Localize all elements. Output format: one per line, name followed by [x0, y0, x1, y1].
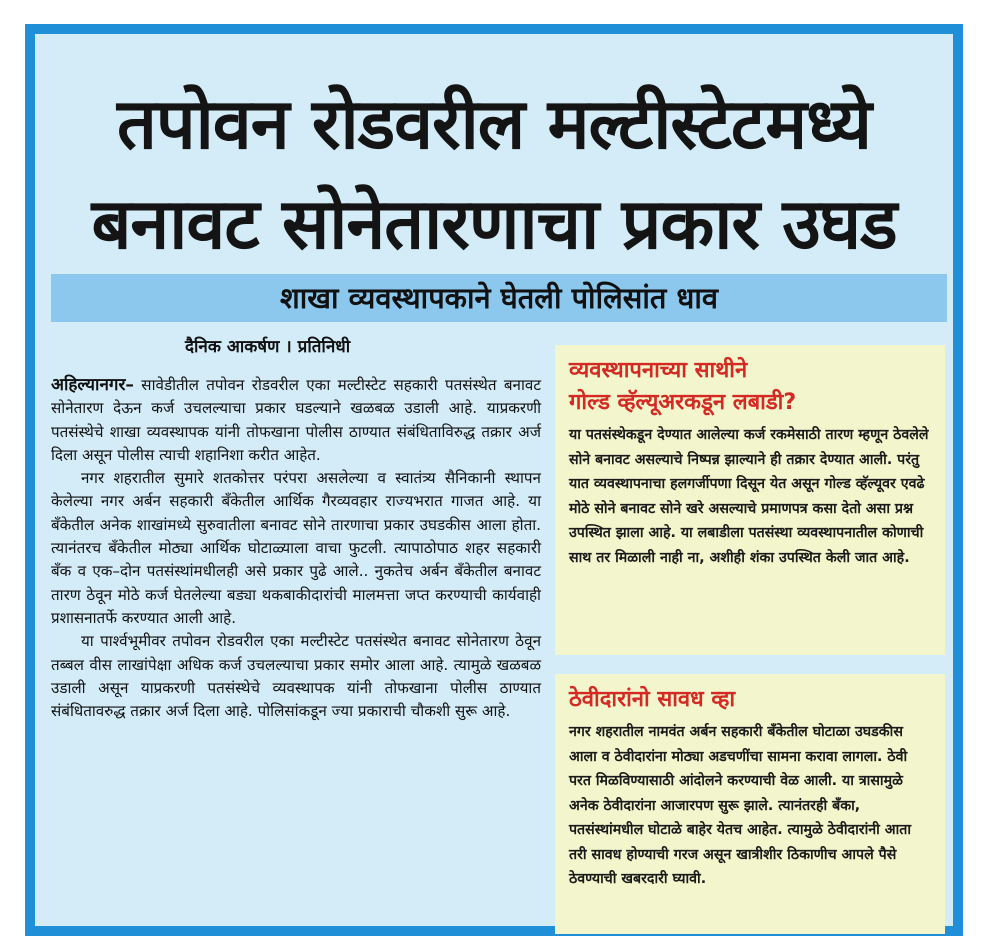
article-paragraph-3: या पार्श्वभूमीवर तपोवन रोडवरील एका मल्टीस्टेट पतसंस्थेत बनावट सोनेतारण ठेवून तब्बल वीस लाखांपेक्षा अधिक कर्ज उचलल्याचा प्रकार समोर आला आहे. त्यामुळे खळबळ उडाली असून याप्रकरणी पतसंस्थेचे व्यवस्थापक यांनी तोफखाना पोलीस ठाण्यात संबंधितावरुद्ध तक्रार अर्ज दिला आहे. पोलिसांकडून ज्या प्रकाराची चौकशी सुरू आहे.: [51, 632, 541, 721]
subheadline: शाखा व्यवस्थापकाने घेतली पोलिसांत धाव: [51, 274, 947, 322]
sidebar-box-depositors-body: नगर शहरातील नामवंत अर्बन सहकारी बँकेतील घोटाळा उघडकीस आला व ठेवीदारांना मोठ्या अडचणींचा सामना करावा लागला. ठेवी परत मिळविण्यासाठी आंदोलने करण्याची वेळ आली. या त्रासामुळे अनेक ठेवीदारांना आजारपण सुरू झाले. त्यानंतरही बँका, पतसंस्थांमधील घोटाळे बाहेर येतच आहेत. त्यामुळे ठेवीदारांनी आता तरी सावध होण्याची गरज असून खात्रीशीर ठिकाणीच आपले पैसे ठेवण्याची खबरदारी घ्यावी.: [569, 724, 911, 887]
article-paragraph-2: नगर शहरातील सुमारे शतकोत्तर परंपरा असलेल्या व स्वातंत्र्य सैनिकानी स्थापन केलेल्या नगर अर्बन सहकारी बँकेतील आर्थिक गैरव्यवहार राज्यभरात गाजत आहे. या बँकेतील अनेक शाखांमध्ये सुरुवातीला बनावट सोने तारणाचा प्रकार उघडकीस आला होता. त्यानंतरच बँकेतील मोठ्या आर्थिक घोटाळ्याला वाचा फुटली. त्यापाठोपाठ शहर सहकारी बँक व एक–दोन पतसंस्थांमधीलही असे प्रकार पुढे आले.. नुकतेच अर्बन बँकेतील बनावट तारण ठेवून मोठे कर्ज घेतलेल्या बड्या थकबाकीदारांची मालमत्ता जप्त करण्याची कार्यवाही प्रशासनातर्फे करण्यात आली आहे.: [51, 469, 541, 627]
article-paragraph-1-text: सावेडीतील तपोवन रोडवरील एका मल्टीस्टेट सहकारी पतसंस्थेत बनावट सोनेतारण देऊन कर्ज उचलल्याचा प्रकार घडल्याने खळबळ उडाली आहे. याप्रकरणी पतसंस्थेचे शाखा व्यवस्थापक यांनी तोफखाना पोलीस ठाण्यात संबंधिताविरुद्ध तक्रार अर्ज दिला असून पोलीस त्याची शहानिशा करीत आहेत.: [51, 376, 541, 464]
sidebar-box-depositors-title: ठेवीदारांनो सावध व्हा: [569, 687, 736, 712]
sidebar-box-depositors: [555, 674, 945, 934]
sidebar-box-management-title: [569, 355, 931, 419]
article-body: [51, 374, 541, 723]
headline-line-1: तपोवन रोडवरील मल्टीस्टेटमध्ये: [116, 83, 871, 165]
newspaper-clipping: [35, 34, 953, 926]
headline: [35, 74, 953, 274]
page-frame: [25, 24, 963, 936]
headline-line-2: बनावट सोनेतारणाचा प्रकार उघड: [91, 183, 897, 265]
sidebar-box-management-title-line-1: व्यवस्थापनाच्या साथीने: [569, 358, 748, 383]
dateline-place: अहिल्यानगर–: [51, 375, 134, 395]
article-paragraph-1: [51, 374, 541, 467]
byline: दैनिक आकर्षण । प्रतिनिधी: [185, 337, 351, 357]
sidebar-box-management-body: या पतसंस्थेकडून देण्यात आलेल्या कर्ज रकमेसाठी तारण म्हणून ठेवलेले सोने बनावट असल्याचे निष्पन्न झाल्याने ही तक्रार देण्यात आली. परंतु यात व्यवस्थापनाचा हलगर्जीपणा दिसून येत असून गोल्ड व्हॅल्यूवर एवढे मोठे सोने बनावट सोने खरे असल्याचे प्रमाणपत्र कसा देतो असा प्रश्न उपस्थित झाला आहे. या लबाडीला पतसंस्था व्यवस्थापनातील कोणाची साथ तर मिळाली नाही ना, अशीही शंका उपस्थित केली जात आहे.: [569, 427, 929, 566]
sidebar-box-management: [555, 345, 945, 655]
sidebar-box-management-title-line-2: गोल्ड व्हॅल्यूअरकडून लबाडी?: [569, 390, 797, 415]
